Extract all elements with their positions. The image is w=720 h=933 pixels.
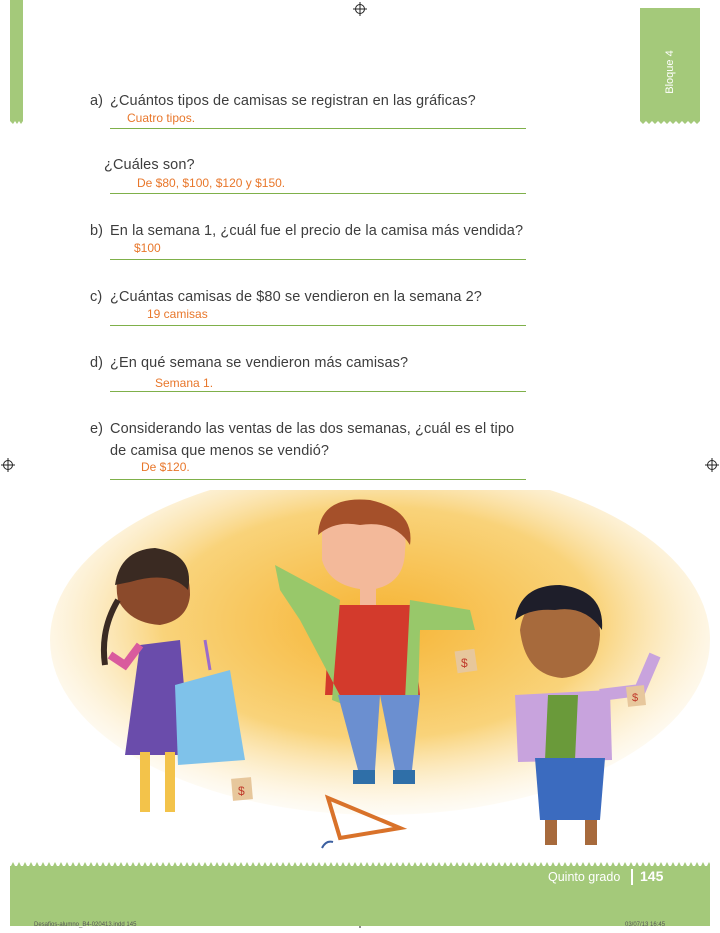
- registration-mark-right-icon: [705, 458, 719, 472]
- footer-zigzag: [10, 860, 710, 868]
- left-strip-zigzag: [10, 118, 23, 126]
- answer-e: De $120.: [141, 460, 190, 474]
- answer-b: $100: [134, 241, 161, 255]
- price-tag-girl-symbol: $: [238, 784, 245, 798]
- tab-zigzag: [640, 118, 700, 126]
- question-b-text: En la semana 1, ¿cuál fue el precio de la camisa más vendida?: [110, 223, 524, 239]
- question-d-text: ¿En qué semana se vendieron más camisas?: [110, 355, 409, 371]
- price-tag-boy-right-symbol: $: [632, 692, 639, 704]
- answer-c: 19 camisas: [147, 307, 208, 321]
- question-c-text: ¿Cuántas camisas de $80 se vendieron en la semana 2?: [110, 289, 482, 305]
- price-tag-boy-center-symbol: $: [461, 656, 468, 670]
- question-a-letter: a): [90, 93, 104, 109]
- question-e-text-line1: Considerando las ventas de las dos semanas, ¿cuál es el tipo: [110, 421, 515, 437]
- question-a-text: ¿Cuántos tipos de camisas se registran en las gráficas?: [110, 93, 476, 109]
- answer-d: Semana 1.: [155, 376, 214, 390]
- answer-line-c: [110, 325, 526, 326]
- left-border-strip: [10, 0, 23, 120]
- registration-mark-top-icon: [353, 2, 367, 16]
- question-e-letter: e): [90, 421, 104, 437]
- bloque-tab-label: Bloque 4: [664, 50, 676, 94]
- question-e-text-line2: de camisa que menos se vendió?: [110, 443, 330, 459]
- print-slug-date: 03/07/13 16:45: [625, 922, 666, 928]
- question-d-letter: d): [90, 355, 104, 371]
- footer-divider: [631, 869, 633, 885]
- footer-grade-label: Quinto grado: [548, 870, 621, 884]
- page-number: 145: [640, 868, 664, 884]
- question-a2-text: ¿Cuáles son?: [104, 157, 195, 173]
- answer-line-e: [110, 479, 526, 480]
- print-slug-file: Desafios-alumno_B4-020413.indd 145: [34, 922, 137, 928]
- answer-line-d: [110, 391, 526, 392]
- answer-line-a: [110, 128, 526, 129]
- question-b-letter: b): [90, 223, 104, 239]
- answer-a2: De $80, $100, $120 y $150.: [137, 176, 286, 190]
- answer-line-a2: [110, 193, 526, 194]
- question-c-letter: c): [90, 289, 103, 305]
- answer-a: Cuatro tipos.: [127, 111, 196, 125]
- answer-line-b: [110, 259, 526, 260]
- children-with-shirts-illustration: [0, 490, 720, 860]
- bloque-tab: [640, 8, 700, 120]
- registration-mark-left-icon: [1, 458, 15, 472]
